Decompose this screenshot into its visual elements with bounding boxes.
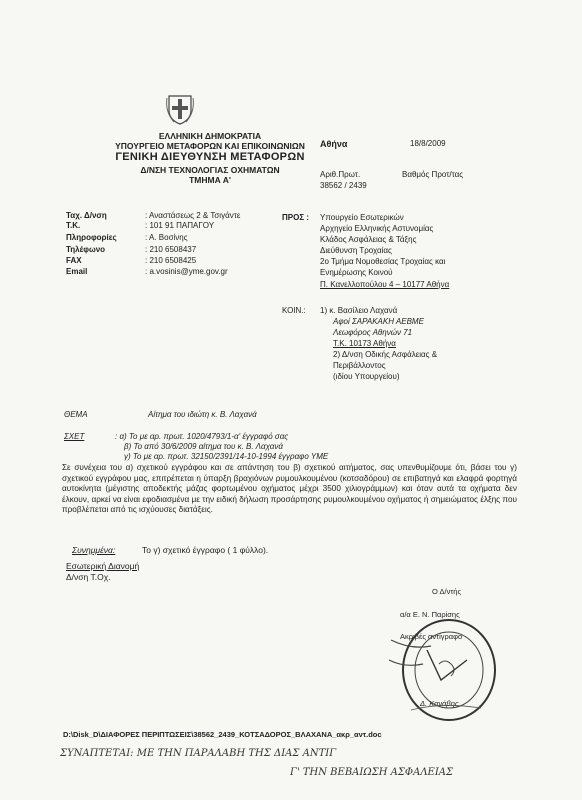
- contact-value: : Α. Βοσίνης: [145, 233, 188, 242]
- body-paragraph: Σε συνέχεια του α) σχετικού εγγράφου και σε απάντηση του β) σχετικού αιτήματος, σας υπενθυμίζουμε ότι, βάσει του γ) σχετικού εγγράφου μας, επιτρέπεται η ύπαρξη βραχιόνων ρυμουλκουμένου (κοτσαδόρου) σε επιβατηγά και ελαφρά φορτηγά αυτοκίνητα (μέγιστης αποδεκτής μάζας φορτωμένου οχήματος μέχρι 3500 χιλιογράμμων) και όταν αυτά τα οχήματα δεν έλκουν, αρκεί να είναι εφοδιασμένα με την ειδική δήλωση προσάρτησης ρυμουλκουμένου οχήματος ή σημειώματος έλξης που προβλέπεται από τις ισχύουσες διατάξεις.: [62, 463, 517, 515]
- cc-line: Αφοί ΣΑΡΑΚΑΚΗ ΑΕΒΜΕ: [333, 317, 424, 326]
- internal-label: Εσωτερική Διανομή: [66, 561, 140, 571]
- contact-value: : a.vosinis@yme.gov.gr: [145, 267, 228, 276]
- protocol-label: Αριθ.Πρωτ.: [320, 170, 361, 179]
- contact-label: Τηλέφωνο: [66, 245, 106, 254]
- related-item: β) Το από 30/6/2009 αίτημα του κ. Β. Λαχανά: [124, 442, 283, 451]
- signature-for: α/α Ε. Ν. Παρίσης: [400, 610, 460, 619]
- contact-value: : 210 6508437: [145, 245, 197, 254]
- cc-label: ΚΟΙΝ.:: [282, 306, 306, 315]
- contact-value: : 101 91 ΠΑΠΑΓΟΥ: [145, 221, 215, 230]
- header-line-5: ΤΜΗΜΑ Α': [189, 175, 231, 185]
- to-line: Υπουργείο Εσωτερικών: [320, 213, 404, 222]
- contact-label: Πληροφορίες: [66, 233, 117, 242]
- header-line-2: ΥΠΟΥΡΓΕΙΟ ΜΕΤΑΦΟΡΩΝ ΚΑΙ ΕΠΙΚΟΙΝΩΝΙΩΝ: [115, 141, 305, 151]
- cc-line: 1) κ. Βασίλειο Λαχανά: [320, 306, 398, 315]
- internal-text: Δ/νση Τ.Οχ.: [66, 572, 111, 582]
- attachments-text: Το γ) σχετικό έγγραφο ( 1 φύλλο).: [142, 545, 269, 555]
- contact-label: Email: [66, 267, 88, 276]
- to-label: ΠΡΟΣ :: [282, 213, 310, 222]
- contact-label: Τ.Κ.: [66, 221, 81, 230]
- cc-line: (ιδίου Υπουργείου): [333, 372, 400, 381]
- contact-value: : 210 6508425: [145, 256, 197, 265]
- cc-line: Περιβάλλοντος: [333, 361, 386, 370]
- official-stamp-icon: [371, 610, 501, 728]
- contact-label: FAX: [66, 256, 82, 265]
- header-line-1: ΕΛΛΗΝΙΚΗ ΔΗΜΟΚΡΑΤΙΑ: [158, 131, 262, 141]
- signature-title: Ο Δ/ντής: [432, 587, 462, 596]
- related-item: γ) Το με αρ. πρωτ. 32150/2391/14-10-1994 έγγραφο ΥΜΕ: [124, 452, 329, 461]
- related-label: ΣΧΕΤ: [64, 432, 85, 441]
- to-line: Ενημέρωσης Κοινού: [320, 268, 393, 277]
- header-line-3: ΓΕΝΙΚΗ ΔΙΕΥΘΥΝΣΗ ΜΕΤΑΦΟΡΩΝ: [115, 151, 305, 163]
- to-line: Αρχηγείο Ελληνικής Αστυνομίας: [320, 224, 434, 233]
- subject-text: Αίτημα του ιδιώτη κ. Β. Λαχανά: [148, 410, 257, 419]
- greek-emblem-icon: [166, 92, 194, 126]
- contact-label: Ταχ. Δ/νση: [66, 211, 107, 220]
- certified-copy: Ακριβές αντίγραφο: [400, 632, 463, 641]
- to-line: Π. Κανελλοπούλου 4 – 10177 Αθήνα: [320, 280, 450, 289]
- to-line: Διεύθυνση Τροχαίας: [320, 246, 392, 255]
- clerk-name: Δ. Κανάβης: [420, 699, 459, 708]
- city: Αθήνα: [320, 139, 348, 149]
- cc-line: 2) Δ/νση Οδικής Ασφάλειας &: [333, 350, 438, 359]
- to-line: Κλάδος Ασφάλειας & Τάξης: [320, 235, 417, 244]
- handwritten-note-line-1: ΣΥΝΑΠΤΕΤΑΙ: ΜΕ ΤΗΝ ΠΑΡΑΛΑΒΗ ΤΗΣ ΔΙΑΣ ΑΝΤΙΓ: [60, 748, 337, 759]
- priority-label: Βαθμός Προτ/τας: [402, 170, 464, 179]
- handwritten-note-line-2: Γ' ΤΗΝ ΒΕΒΑΙΩΣΗ ΑΣΦΑΛΕΙΑΣ: [290, 767, 454, 778]
- contact-value: : Αναστάσεως 2 & Τσιγάντε: [145, 211, 241, 220]
- cc-line: Λεωφόρος Αθηνών 71: [333, 328, 413, 337]
- subject-label: ΘΕΜΑ: [64, 410, 88, 419]
- date: 18/8/2009: [410, 139, 446, 148]
- related-item: : α) Το με αρ. πρωτ. 1020/4793/1-α' έγγραφό σας: [115, 432, 289, 441]
- to-line: 2ο Τμήμα Νομοθεσίας Τροχαίας και: [320, 257, 446, 266]
- header-line-4: Δ/ΝΣΗ ΤΕΧΝΟΛΟΓΙΑΣ ΟΧΗΜΑΤΩΝ: [140, 165, 280, 175]
- attachments-label: Συνημμένα:: [72, 545, 116, 555]
- cc-line: Τ.Κ. 10173 Αθήνα: [333, 339, 396, 348]
- protocol-number: 38562 / 2439: [320, 181, 367, 190]
- file-path: D:\Disk_D\ΔΙΑΦΟΡΕΣ ΠΕΡΙΠΤΩΣΕΙΣ\38562_2439_ΚΟΤΣΑΔΟΡΟΣ_ΒΛΑΧΑΝΑ_ακρ_αντ.doc: [63, 730, 382, 739]
